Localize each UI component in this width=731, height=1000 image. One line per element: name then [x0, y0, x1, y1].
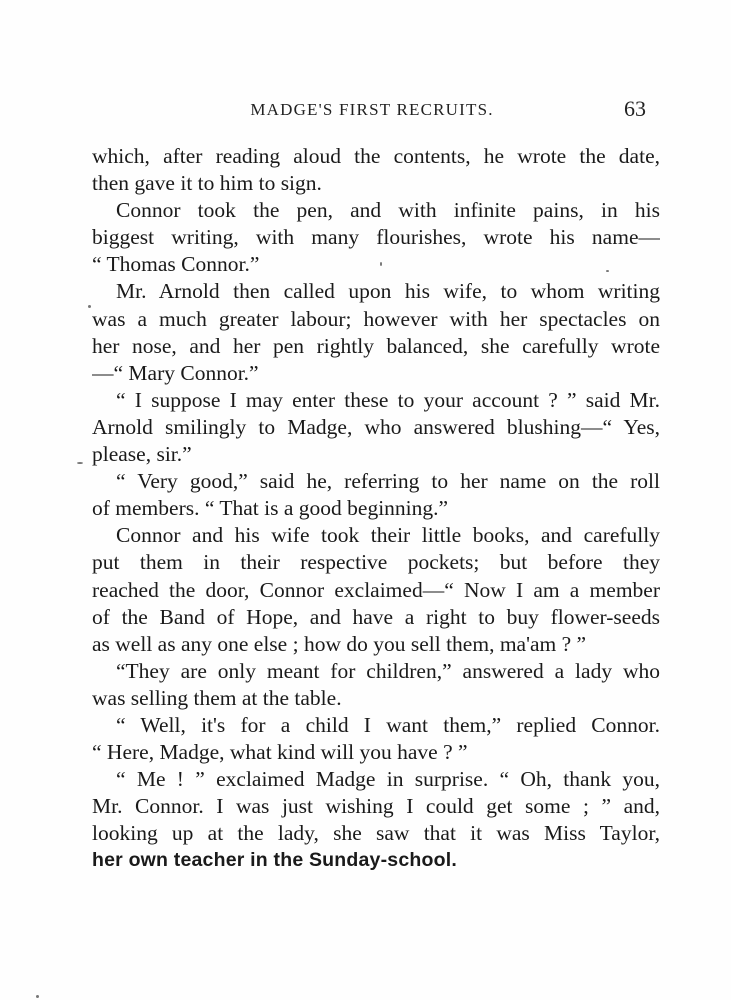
- text-line: “ Me ! ” exclaimed Madge in surprise. “ Oh, thank you,: [116, 767, 660, 792]
- text-line: was selling them at the table.: [92, 685, 342, 710]
- text-line: “ Thomas Connor.”: [92, 252, 260, 277]
- scan-speck: [380, 262, 382, 266]
- page-number: 63: [624, 96, 646, 121]
- text-line: “ Very good,” said he, referring to her name on the roll: [116, 469, 660, 494]
- text-line: biggest writing, with many flourishes, wrote his name—: [92, 225, 660, 250]
- text-line: her nose, and her pen rightly balanced, she carefully wrote: [92, 333, 660, 358]
- running-head: [92, 96, 652, 122]
- text-line: which, after reading aloud the contents, he wrote the date,: [92, 144, 660, 168]
- text-line: looking up at the lady, she saw that it was Miss Taylor,: [92, 821, 660, 846]
- text-line: Mr. Arnold then called upon his wife, to whom writing: [116, 279, 660, 304]
- body-text: [92, 143, 660, 875]
- text-line: her own teacher in the Sunday-school.: [92, 849, 457, 872]
- text-line: as well as any one else ; how do you sell them, ma'am ? ”: [92, 631, 587, 656]
- text-line: Connor took the pen, and with infinite pains, in his: [116, 198, 660, 223]
- text-line: —“ Mary Connor.”: [92, 360, 259, 385]
- running-title: MADGE'S FIRST RECRUITS.: [250, 100, 494, 119]
- scan-speck: [606, 270, 609, 272]
- text-line: Arnold smilingly to Madge, who answered blushing—“ Yes,: [92, 414, 660, 439]
- text-line: “ Here, Madge, what kind will you have ? ”: [92, 740, 468, 765]
- scan-speck: [88, 305, 91, 308]
- scan-speck: [77, 462, 83, 464]
- text-line: “ I suppose I may enter these to your account ? ” said Mr.: [116, 387, 660, 412]
- text-line: put them in their respective pockets; but before they: [92, 550, 660, 575]
- text-line: reached the door, Connor exclaimed—“ Now I am a member: [92, 577, 660, 602]
- text-line: “They are only meant for children,” answered a lady who: [116, 658, 660, 683]
- text-line: please, sir.”: [92, 442, 192, 467]
- text-line: Connor and his wife took their little books, and carefully: [116, 523, 660, 548]
- text-line: of the Band of Hope, and have a right to buy flower-seeds: [92, 604, 660, 629]
- text-line: Mr. Connor. I was just wishing I could get some ; ” and,: [92, 794, 660, 819]
- text-line: was a much greater labour; however with her spectacles on: [92, 306, 660, 331]
- scan-speck: [36, 995, 39, 998]
- text-line: then gave it to him to sign.: [92, 171, 322, 196]
- text-line: “ Well, it's for a child I want them,” replied Connor.: [116, 712, 660, 737]
- text-line: of members. “ That is a good beginning.”: [92, 496, 449, 521]
